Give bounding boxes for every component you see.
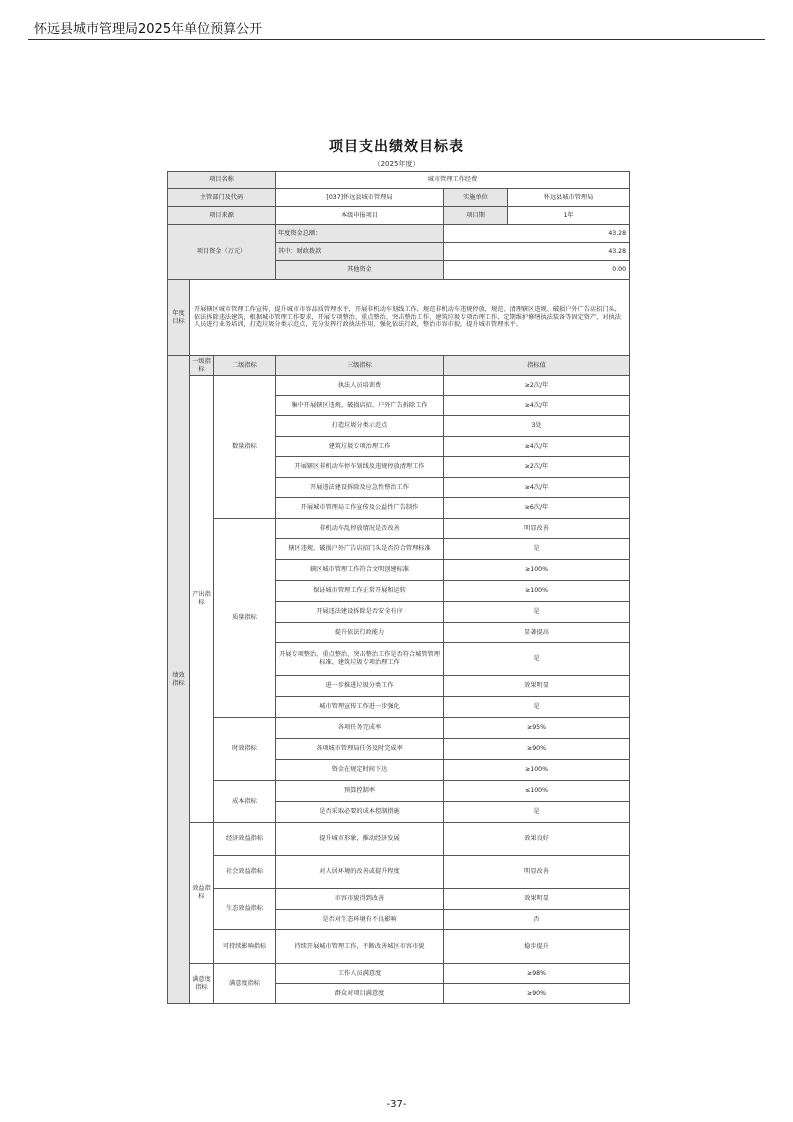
period-value: 1年 — [508, 207, 630, 225]
indicator-name: 开展违法建设拆除及应急性整治工作 — [276, 478, 444, 498]
output-label: 产出指标 — [190, 376, 214, 823]
indicator-value: 是 — [444, 539, 630, 560]
table-row — [168, 280, 630, 356]
period-label: 项目期 — [444, 207, 508, 225]
economic-label: 经济效益指标 — [214, 823, 276, 856]
table-row — [168, 964, 630, 984]
indicator-value: ≥100% — [444, 560, 630, 581]
indicator-value: 3处 — [444, 416, 630, 437]
dept-label: 主管部门及代码 — [168, 189, 276, 207]
value-head: 指标值 — [444, 356, 630, 376]
indicator-value: ≤100% — [444, 781, 630, 802]
indicator-name: 进一步推进垃圾分类工作 — [276, 676, 444, 697]
indicator-name: 辖区违规、破损户外广告店招门头是否符合管理标准 — [276, 539, 444, 560]
document-title: 项目支出绩效目标表 — [329, 139, 464, 155]
table-row — [168, 356, 630, 376]
table-row — [168, 172, 630, 189]
funds-fiscal-value: 43.28 — [444, 243, 630, 261]
project-name-label: 项目名称 — [168, 172, 276, 189]
sustain-label: 可持续影响指标 — [214, 930, 276, 964]
indicator-value: ≥90% — [444, 984, 630, 1004]
quality-label: 质量指标 — [214, 519, 276, 718]
funds-total-label: 年度资金总额： — [276, 225, 444, 243]
table-row — [168, 823, 630, 856]
eco-label: 生态效益指标 — [214, 889, 276, 930]
indicator-name: 预算控制率 — [276, 781, 444, 802]
indicator-value: 效果明显 — [444, 676, 630, 697]
page-number: -37- — [386, 1099, 407, 1110]
impl-label: 实施单位 — [444, 189, 508, 207]
impl-value: 怀远县城市管理局 — [508, 189, 630, 207]
indicator-value: ≥2次/年 — [444, 376, 630, 396]
quantity-label: 数量指标 — [214, 376, 276, 519]
indicator-value: ≥6次/年 — [444, 498, 630, 519]
page-header-title: 怀远县城市管理局2025年单位预算公开 — [34, 22, 263, 37]
indicator-name: 开展专项整治、重点整治、突击整治工作是否符合城管管理标准、建筑垃圾专项治理工作 — [276, 643, 444, 676]
l2-head: 二级指标 — [214, 356, 276, 376]
indicator-name: 各项城市管理局任务及时完成率 — [276, 739, 444, 760]
l1-head: 一级指标 — [190, 356, 214, 376]
indicator-name: 是否对生态环境有不良影响 — [276, 910, 444, 930]
indicator-value: ≥100% — [444, 760, 630, 781]
table-row — [168, 930, 630, 964]
indicator-value: ≥4次/年 — [444, 396, 630, 416]
table-row — [168, 889, 630, 910]
performance-target-table — [167, 171, 630, 1004]
indicator-name: 对人居环境的改善或提升程度 — [276, 856, 444, 889]
indicator-value: ≥95% — [444, 718, 630, 739]
table-row — [168, 718, 630, 739]
indicator-value: 否 — [444, 910, 630, 930]
funds-fiscal-label: 其中：财政拨款 — [276, 243, 444, 261]
indicator-name: 辖区城市管理工作符合文明创建标准 — [276, 560, 444, 581]
table-row — [168, 207, 630, 225]
indicator-value: ≥100% — [444, 581, 630, 602]
indicator-name: 开展城市管理局工作宣传及公益性广告制作 — [276, 498, 444, 519]
indicator-name: 保证城市管理工作正常开展和运转 — [276, 581, 444, 602]
cost-label: 成本指标 — [214, 781, 276, 823]
indicator-value: 效果良好 — [444, 823, 630, 856]
table-row — [168, 225, 630, 243]
indicator-name: 提升城市形象，推动经济发展 — [276, 823, 444, 856]
indicator-name: 执法人员培训费 — [276, 376, 444, 396]
indicator-value: 效果明显 — [444, 889, 630, 910]
indicator-name: 是否采取必要的成本控制措施 — [276, 802, 444, 823]
table-row — [168, 781, 630, 802]
indicator-name: 工作人员满意度 — [276, 964, 444, 984]
indicator-name: 城市管理宣传工作进一步强化 — [276, 697, 444, 718]
indicator-value: ≥4次/年 — [444, 478, 630, 498]
indicator-value: 是 — [444, 697, 630, 718]
indicator-value: 是 — [444, 602, 630, 623]
indicator-value: 明显改善 — [444, 519, 630, 539]
indicator-name: 群众对项目满意度 — [276, 984, 444, 1004]
benefit-label: 效益指标 — [190, 823, 214, 964]
funds-other-label: 其他资金 — [276, 261, 444, 280]
source-value: 本级申报项目 — [276, 207, 444, 225]
indicator-name: 集中开展辖区违规、破损店招、户外广告拆除工作 — [276, 396, 444, 416]
indicator-value: ≥2次/年 — [444, 457, 630, 478]
l3-head: 三级指标 — [276, 356, 444, 376]
annual-goal-label: 年度目标 — [168, 280, 190, 356]
indicator-name: 持续开展城市管理工作，不断改善城区市容市貌 — [276, 930, 444, 964]
table-row — [168, 189, 630, 207]
project-name-value: 城市管理工作经费 — [276, 172, 630, 189]
indicator-name: 建筑垃圾专项治理工作 — [276, 437, 444, 457]
table-row — [168, 519, 630, 539]
indicator-value: 明显改善 — [444, 856, 630, 889]
source-label: 项目来源 — [168, 207, 276, 225]
funds-other-value: 0.00 — [444, 261, 630, 280]
table-row — [168, 856, 630, 889]
funds-total-value: 43.28 — [444, 225, 630, 243]
indicator-name: 打造垃圾分类示范点 — [276, 416, 444, 437]
indicator-value: 显著提高 — [444, 623, 630, 643]
indicator-name: 各项任务完成率 — [276, 718, 444, 739]
indicator-value: 是 — [444, 802, 630, 823]
header-divider — [28, 39, 765, 40]
indicator-name: 非机动车乱停放情况是否改善 — [276, 519, 444, 539]
social-label: 社会效益指标 — [214, 856, 276, 889]
indicator-value: 稳步提升 — [444, 930, 630, 964]
satisfaction-label: 满意度指标 — [190, 964, 214, 1004]
indicator-name: 提升依法行政能力 — [276, 623, 444, 643]
annual-goal-text: 开展辖区城市管理工作宣传，提升城市市容品质管理水平，开展非机动车划线工作，规范非机动车违规停放，规范、清理辖区违规、破损户外广告店招门头，依法拆除违法建筑，根据城市管理工作要求，开展专项整治、重点整治、突击整治工作，建筑垃圾专项治理工作，定期维护修缮执法装备等固定资产，对执法人员进行业务培训，打造垃圾分类示范点，充分发挥行政执法作用，强化依法行政，整治市容市貌，提升城市管理水平。 — [190, 280, 630, 356]
indicator-name: 开展辖区非机动车停车划线及违规停放清理工作 — [276, 457, 444, 478]
funds-label: 项目资金（万元） — [168, 225, 276, 280]
document-year: （2025年度） — [373, 160, 420, 168]
indicator-value: ≥4次/年 — [444, 437, 630, 457]
indicator-name: 开展违法建设拆除是否安全有序 — [276, 602, 444, 623]
indicator-value: 是 — [444, 643, 630, 676]
perf-label: 绩效指标 — [168, 356, 190, 1004]
table-row — [168, 376, 630, 396]
indicator-value: ≥98% — [444, 964, 630, 984]
indicator-name: 资金在规定时间下达 — [276, 760, 444, 781]
dept-value: [037]怀远县城市管理局 — [276, 189, 444, 207]
timeliness-label: 时效指标 — [214, 718, 276, 781]
sat-l2-label: 满意度指标 — [214, 964, 276, 1004]
indicator-value: ≥90% — [444, 739, 630, 760]
indicator-name: 市容市貌得到改善 — [276, 889, 444, 910]
